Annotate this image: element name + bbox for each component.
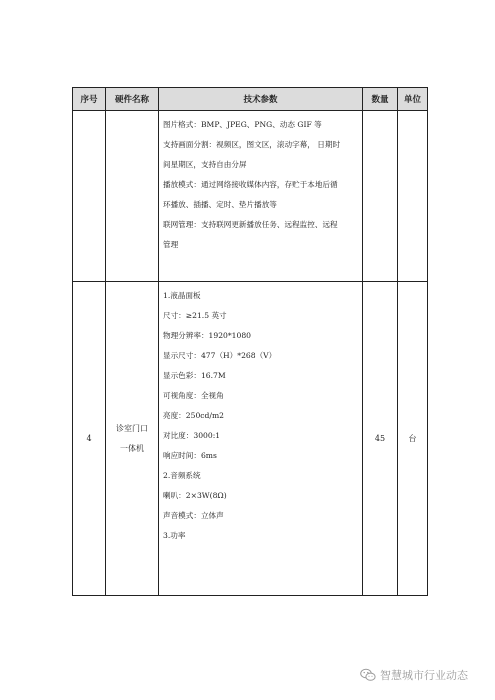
- row1-name: [106, 111, 159, 282]
- row1-index: [73, 111, 106, 282]
- header-quantity: 数量: [363, 88, 398, 111]
- table-header-row: [73, 88, 428, 111]
- param-line: 尺寸：≥21.5 英寸: [163, 311, 227, 320]
- param-line: 管理: [163, 240, 179, 249]
- param-line: 可视角度：全视角: [163, 391, 224, 400]
- table-row: [73, 282, 428, 596]
- param-line: 声音模式：立体声: [163, 511, 224, 520]
- row2-params: [159, 282, 363, 596]
- param-line: 物理分辨率：1920*1080: [163, 331, 252, 340]
- table-row: [73, 111, 428, 282]
- param-line: 喇叭：2×3W(8Ω): [163, 491, 227, 500]
- header-name: 硬件名称: [106, 88, 159, 111]
- param-line: 响应时间：6ms: [163, 451, 217, 460]
- watermark-text: 智慧城市行业动态: [380, 669, 468, 682]
- header-index: 序号: [73, 88, 106, 111]
- watermark: [360, 667, 468, 683]
- header-unit: 单位: [398, 88, 428, 111]
- spec-table: [72, 87, 428, 596]
- param-line: 显示色彩：16.7M: [163, 371, 226, 380]
- row2-quantity: 45: [363, 282, 398, 596]
- row2-name-line2: 一体机: [120, 443, 144, 453]
- param-line: 间星期区，支持自由分屏: [163, 160, 247, 169]
- param-line: 3.功率: [163, 531, 186, 540]
- row1-quantity: [363, 111, 398, 282]
- row2-unit: 台: [398, 282, 428, 596]
- row2-name-line1: 诊室门口: [116, 423, 148, 433]
- row2-index: 4: [73, 282, 106, 596]
- param-line: 亮度：250cd/m2: [163, 411, 224, 420]
- param-line: 1.液晶面板: [163, 291, 201, 300]
- wechat-icon: [360, 668, 376, 682]
- row1-unit: [398, 111, 428, 282]
- param-line: 环播放、插播、定时、垫片播放等: [163, 200, 277, 209]
- param-line: 对比度：3000:1: [163, 431, 221, 440]
- param-line: 图片格式：BMP、JPEG、PNG、动态 GIF 等: [163, 120, 322, 129]
- row2-name: [106, 282, 159, 596]
- row1-params: [159, 111, 363, 282]
- header-params: 技术参数: [159, 88, 363, 111]
- param-line: 播放模式：通过网络接收媒体内容，存贮于本地后循: [163, 180, 338, 189]
- param-line: 显示尺寸：477（H）*268（V）: [163, 351, 277, 360]
- param-line: 联网管理：支持联网更新播放任务、远程监控、远程: [163, 220, 338, 229]
- param-line: 支持画面分割：视频区，图文区，滚动字幕， 日期时: [163, 140, 341, 149]
- param-line: 2.音频系统: [163, 471, 201, 480]
